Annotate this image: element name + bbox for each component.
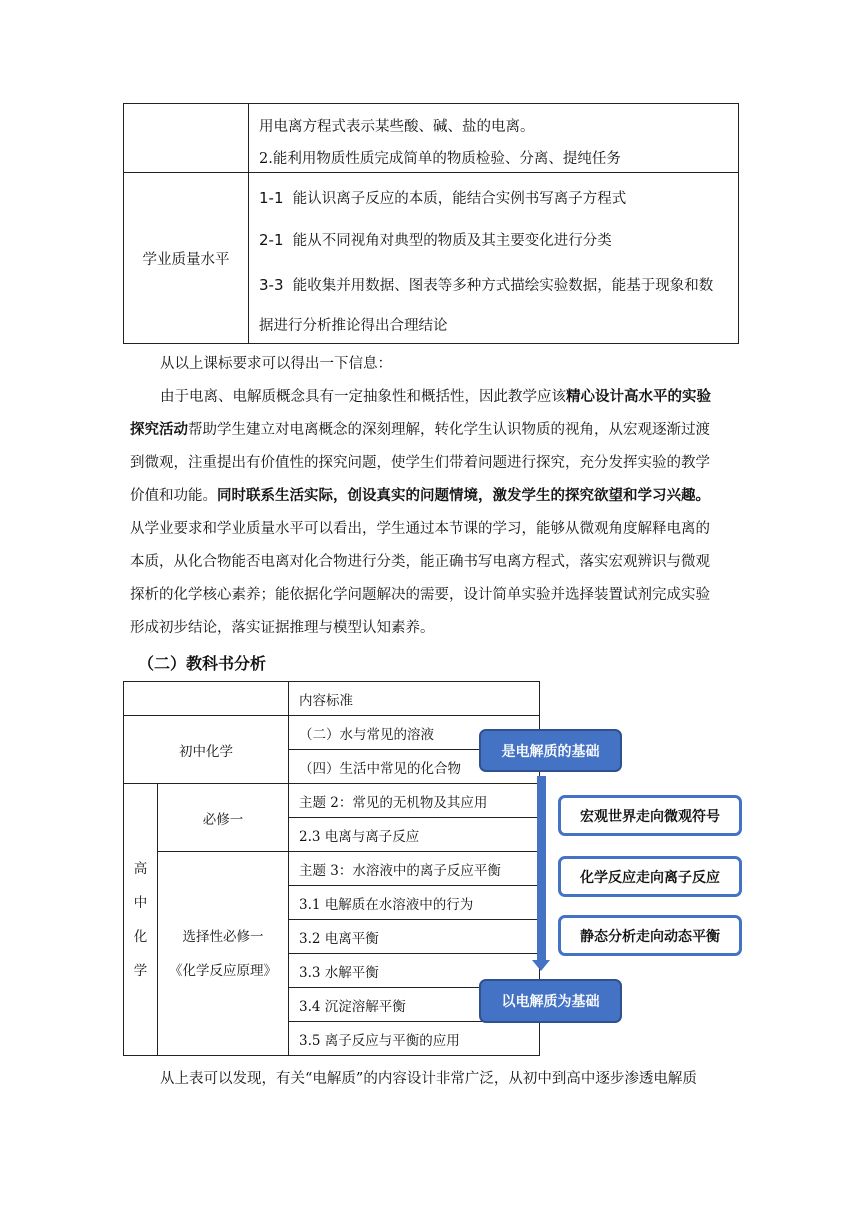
- quality-level-label: 学业质量水平: [124, 173, 249, 344]
- down-arrow-shaft: [537, 776, 546, 962]
- section-heading: （二）教科书分析: [138, 654, 267, 673]
- bixiu-item: 2.3 电离与离子反应: [289, 818, 540, 852]
- bixiu-item: 主题 2：常见的无机物及其应用: [289, 784, 540, 818]
- callout-foundation-bottom: 以电解质为基础: [479, 979, 622, 1023]
- callout-item: 静态分析走向动态平衡: [558, 915, 742, 956]
- junior-item: （四）生活中常见的化合物: [289, 750, 540, 784]
- xuanze-item: 3.4 沉淀溶解平衡: [289, 988, 540, 1022]
- xuanze-item: 3.3 水解平衡: [289, 954, 540, 988]
- requirement-line: 用电离方程式表示某些酸、碱、盐的电离。: [259, 119, 535, 135]
- bixiu-label: 必修一: [158, 784, 289, 852]
- xuanze-item: 3.5 离子反应与平衡的应用: [289, 1022, 540, 1056]
- callout-item: 宏观世界走向微观符号: [558, 795, 742, 836]
- quality-item-continuation: 据进行分析推论得出合理结论: [259, 318, 448, 334]
- xuanze-item: 3.2 电离平衡: [289, 920, 540, 954]
- quality-item: 1-1 能认识离子反应的本质，能结合实例书写离子方程式: [259, 189, 627, 207]
- callout-item: 化学反应走向离子反应: [558, 856, 742, 897]
- paragraph-line: 从学业要求和学业质量水平可以看出，学生通过本节课的学习，能够从微观角度解释电离的: [130, 521, 710, 537]
- curriculum-table: [123, 103, 739, 344]
- paragraph-line: 价值和功能。同时联系生活实际，创设真实的问题情境，激发学生的探究欲望和学习兴趣。: [130, 487, 710, 504]
- xuanze-label: 选择性必修一 《化学反应原理》: [158, 852, 289, 1056]
- paragraph-line: 本质，从化合物能否电离对化合物进行分类，能正确书写电离方程式，落实宏观辨识与微观: [130, 554, 710, 570]
- paragraph-line: 探析的化学核心素养；能依据化学问题解决的需要，设计简单实验并选择装置试剂完成实验: [130, 587, 710, 603]
- quality-level-cell: [249, 173, 739, 344]
- xuanze-item: 主题 3：水溶液中的离子反应平衡: [289, 852, 540, 886]
- paragraph-line: 形成初步结论，落实证据推理与模型认知素养。: [130, 620, 435, 636]
- empty-cell: [124, 682, 289, 716]
- junior-item: （二）水与常见的溶液: [289, 716, 540, 750]
- callout-foundation-top: 是电解质的基础: [479, 729, 622, 772]
- paragraph-line: 到微观，注重提出有价值性的探究问题，使学生们带着问题进行探究，充分发挥实验的教学: [130, 455, 710, 471]
- table-header: 内容标准: [289, 682, 540, 716]
- intro-sentence: 从以上课标要求可以得出一下信息：: [160, 356, 392, 372]
- down-arrow-icon: [532, 960, 550, 971]
- quality-item: 3-3 能收集并用数据、图表等多种方式描绘实验数据，能基于现象和数: [259, 276, 714, 294]
- xuanze-item: 3.1 电解质在水溶液中的行为: [289, 886, 540, 920]
- footer-line: 从上表可以发现，有关“电解质”的内容设计非常广泛，从初中到高中逐步渗透电解质: [160, 1071, 697, 1087]
- requirement-cell: [249, 104, 739, 173]
- requirement-line: 2.能利用物质性质完成简单的物质检验、分离、提纯任务: [259, 151, 621, 167]
- quality-item: 2-1 能从不同视角对典型的物质及其主要变化进行分类: [259, 231, 612, 249]
- junior-label: 初中化学: [124, 716, 289, 784]
- paragraph-line: 探究活动帮助学生建立对电离概念的深刻理解，转化学生认识物质的视角，从宏观逐渐过渡: [130, 421, 710, 438]
- paragraph-line: 由于电离、电解质概念具有一定抽象性和概括性，因此教学应该精心设计高水平的实验: [160, 388, 711, 405]
- textbook-table: [123, 681, 540, 1056]
- senior-label: 高 中 化 学: [124, 784, 158, 1056]
- empty-cell: [124, 104, 249, 173]
